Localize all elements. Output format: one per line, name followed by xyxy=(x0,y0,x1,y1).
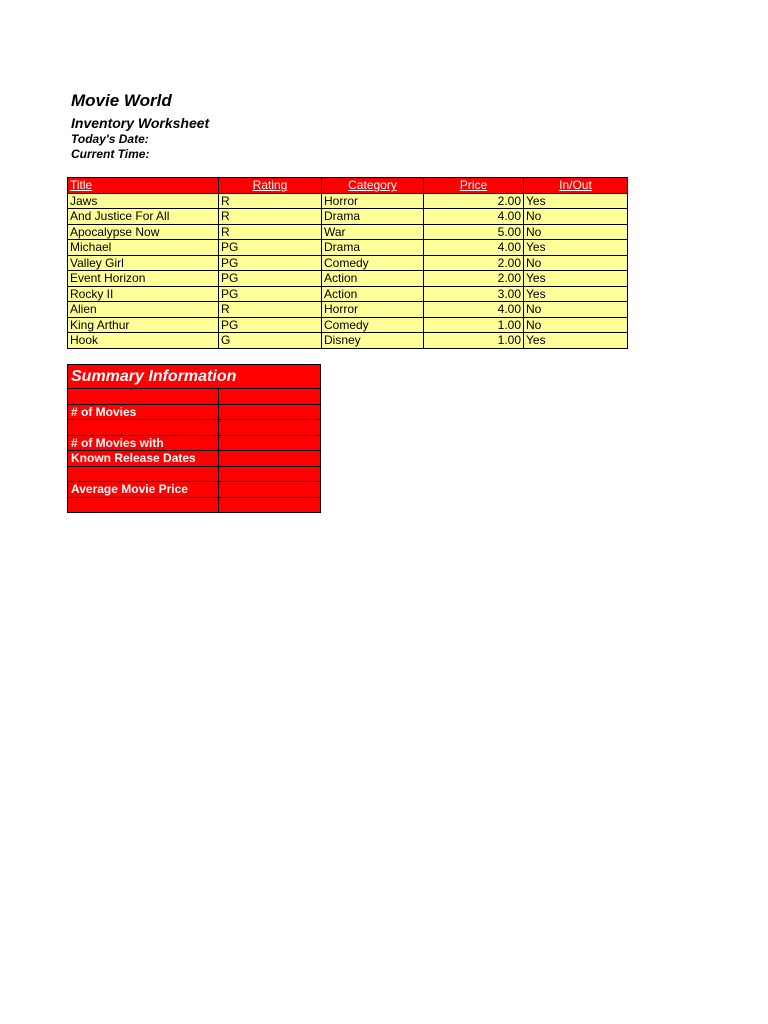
summary-value-cell[interactable] xyxy=(219,466,321,482)
column-header-category[interactable]: Category xyxy=(322,178,424,194)
summary-row xyxy=(68,497,321,513)
table-row xyxy=(68,317,628,333)
category-cell[interactable]: Horror xyxy=(322,302,424,318)
category-cell[interactable]: Comedy xyxy=(322,255,424,271)
column-header-title[interactable]: Title xyxy=(68,178,219,194)
title-cell[interactable]: Apocalypse Now xyxy=(68,224,219,240)
summary-cell[interactable] xyxy=(68,497,219,513)
table-row xyxy=(68,302,628,318)
rating-cell[interactable]: PG xyxy=(219,271,322,287)
summary-cell[interactable] xyxy=(68,466,219,482)
rating-cell[interactable]: R xyxy=(219,209,322,225)
table-row xyxy=(68,224,628,240)
category-cell[interactable]: Disney xyxy=(322,333,424,349)
date-label: Today's Date: xyxy=(71,132,149,146)
title-cell[interactable]: Michael xyxy=(68,240,219,256)
price-cell[interactable]: 3.00 xyxy=(424,286,524,302)
price-cell[interactable]: 4.00 xyxy=(424,240,524,256)
in-out-cell[interactable]: Yes xyxy=(524,271,628,287)
table-row xyxy=(68,209,628,225)
table-row xyxy=(68,286,628,302)
in-out-cell[interactable]: No xyxy=(524,255,628,271)
in-out-cell[interactable]: Yes xyxy=(524,193,628,209)
price-cell[interactable]: 2.00 xyxy=(424,255,524,271)
summary-value-cell[interactable] xyxy=(219,389,321,405)
price-cell[interactable]: 4.00 xyxy=(424,209,524,225)
inventory-table xyxy=(67,177,628,349)
price-cell[interactable]: 4.00 xyxy=(424,302,524,318)
in-out-cell[interactable]: Yes xyxy=(524,286,628,302)
summary-row xyxy=(68,420,321,436)
table-row xyxy=(68,255,628,271)
category-cell[interactable]: War xyxy=(322,224,424,240)
title-cell[interactable]: Valley Girl xyxy=(68,255,219,271)
title-cell[interactable]: Jaws xyxy=(68,193,219,209)
in-out-cell[interactable]: No xyxy=(524,302,628,318)
column-header-price[interactable]: Price xyxy=(424,178,524,194)
in-out-cell[interactable]: No xyxy=(524,317,628,333)
title-cell[interactable]: Alien xyxy=(68,302,219,318)
category-cell[interactable]: Drama xyxy=(322,209,424,225)
summary-row xyxy=(68,435,321,451)
movies-value-cell[interactable] xyxy=(219,404,321,420)
price-cell[interactable]: 2.00 xyxy=(424,271,524,287)
summary-value-cell[interactable] xyxy=(219,497,321,513)
category-cell[interactable]: Action xyxy=(322,271,424,287)
rating-cell[interactable]: PG xyxy=(219,240,322,256)
rating-cell[interactable]: R xyxy=(219,224,322,240)
time-label: Current Time: xyxy=(71,147,150,161)
summary-row xyxy=(68,482,321,498)
category-cell[interactable]: Action xyxy=(322,286,424,302)
release-label-2[interactable]: Known Release Dates xyxy=(68,451,219,467)
summary-row xyxy=(68,404,321,420)
category-cell[interactable]: Horror xyxy=(322,193,424,209)
price-cell[interactable]: 1.00 xyxy=(424,333,524,349)
price-cell[interactable]: 5.00 xyxy=(424,224,524,240)
title-cell[interactable]: Hook xyxy=(68,333,219,349)
rating-cell[interactable]: PG xyxy=(219,286,322,302)
price-cell[interactable]: 2.00 xyxy=(424,193,524,209)
avg-price-value-cell[interactable] xyxy=(219,482,321,498)
summary-title: Summary Information xyxy=(68,365,321,389)
category-cell[interactable]: Drama xyxy=(322,240,424,256)
sheet-header xyxy=(71,90,209,162)
summary-cell[interactable] xyxy=(68,389,219,405)
summary-row xyxy=(68,389,321,405)
inventory-header-row xyxy=(68,178,628,194)
release-label-1[interactable]: # of Movies with xyxy=(68,435,219,451)
sheet-subtitle: Inventory Worksheet xyxy=(71,115,210,131)
summary-table xyxy=(67,364,321,513)
inventory-body xyxy=(68,193,628,348)
sheet-title: Movie World xyxy=(71,91,172,110)
summary-row xyxy=(68,451,321,467)
title-cell[interactable]: Rocky II xyxy=(68,286,219,302)
summary-cell[interactable] xyxy=(68,420,219,436)
in-out-cell[interactable]: No xyxy=(524,224,628,240)
summary-title-row xyxy=(68,365,321,389)
rating-cell[interactable]: G xyxy=(219,333,322,349)
in-out-cell[interactable]: Yes xyxy=(524,240,628,256)
movies-label[interactable]: # of Movies xyxy=(68,404,219,420)
table-row xyxy=(68,333,628,349)
title-cell[interactable]: Event Horizon xyxy=(68,271,219,287)
release-value-cell[interactable] xyxy=(219,451,321,467)
rating-cell[interactable]: PG xyxy=(219,255,322,271)
rating-cell[interactable]: PG xyxy=(219,317,322,333)
rating-cell[interactable]: R xyxy=(219,302,322,318)
summary-value-cell[interactable] xyxy=(219,420,321,436)
category-cell[interactable]: Comedy xyxy=(322,317,424,333)
rating-cell[interactable]: R xyxy=(219,193,322,209)
summary-value-cell[interactable] xyxy=(219,435,321,451)
table-row xyxy=(68,240,628,256)
in-out-cell[interactable]: Yes xyxy=(524,333,628,349)
table-row xyxy=(68,271,628,287)
in-out-cell[interactable]: No xyxy=(524,209,628,225)
column-header-rating[interactable]: Rating xyxy=(219,178,322,194)
summary-row xyxy=(68,466,321,482)
avg-price-label[interactable]: Average Movie Price xyxy=(68,482,219,498)
price-cell[interactable]: 1.00 xyxy=(424,317,524,333)
title-cell[interactable]: King Arthur xyxy=(68,317,219,333)
table-row xyxy=(68,193,628,209)
title-cell[interactable]: And Justice For All xyxy=(68,209,219,225)
column-header-in-out[interactable]: In/Out xyxy=(524,178,628,194)
